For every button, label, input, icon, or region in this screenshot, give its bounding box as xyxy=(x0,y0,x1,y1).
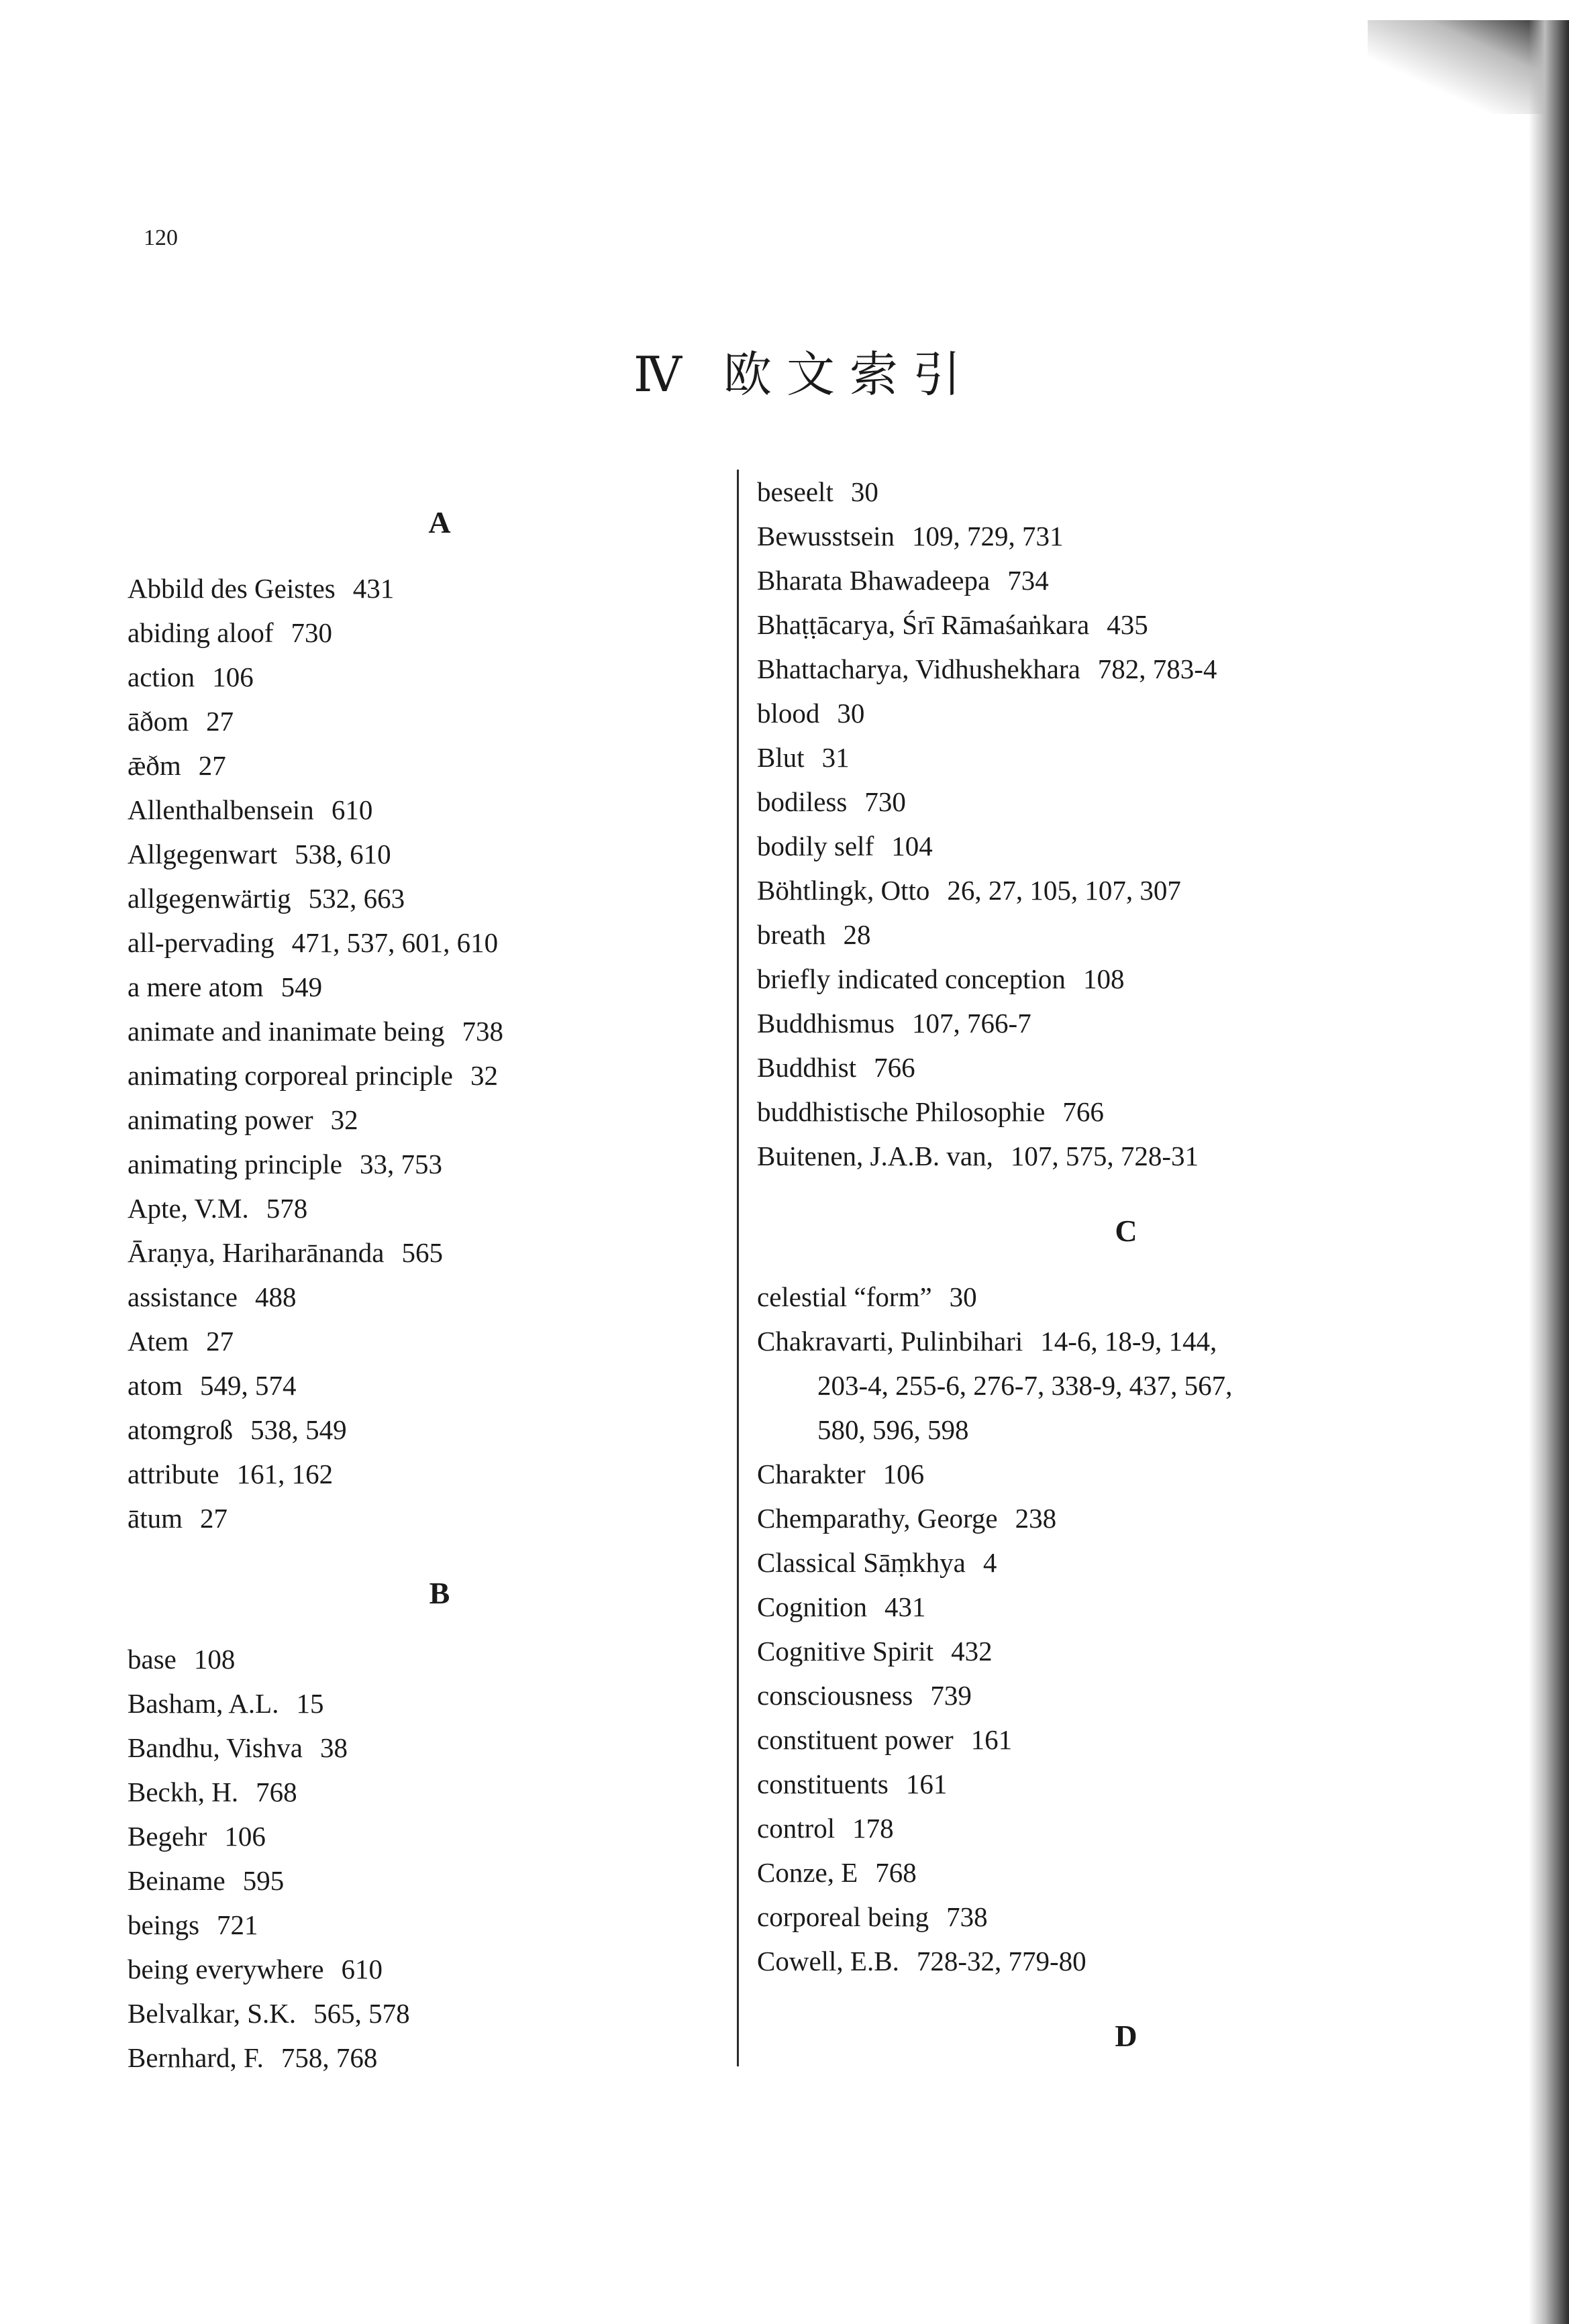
index-pages: 610 xyxy=(331,794,373,825)
page-number: 120 xyxy=(144,225,178,250)
index-list-c-continued xyxy=(757,1452,1401,1983)
index-term: abiding aloof xyxy=(128,617,274,648)
index-entry xyxy=(757,1939,1401,1983)
index-pages: 431 xyxy=(352,573,395,604)
index-entry xyxy=(128,1496,718,1540)
index-entry xyxy=(757,1045,1401,1090)
index-pages: 161 xyxy=(970,1724,1013,1755)
index-entry xyxy=(757,957,1401,1001)
index-term: Beckh, H. xyxy=(128,1777,239,1807)
index-entry xyxy=(128,1726,718,1770)
index-term: atomgroß xyxy=(128,1414,234,1445)
index-entry xyxy=(128,1098,718,1142)
index-pages: 738 xyxy=(946,1901,988,1932)
index-term: beseelt xyxy=(757,476,833,507)
index-term: Charakter xyxy=(757,1459,866,1489)
index-term: Buddhist xyxy=(757,1052,857,1083)
index-term: Allenthalbensein xyxy=(128,794,314,825)
index-pages: 161, 162 xyxy=(236,1459,334,1489)
index-pages: 30 xyxy=(837,698,865,729)
index-term: Chemparathy, George xyxy=(757,1503,998,1534)
index-term: Bewusstsein xyxy=(757,521,895,551)
index-pages: 471, 537, 601, 610 xyxy=(291,927,499,958)
index-term: Conze, E xyxy=(757,1857,858,1888)
index-pages: 104 xyxy=(891,831,933,861)
index-entry-continuation: 203-4, 255-6, 276-7, 338-9, 437, 567, xyxy=(817,1370,1233,1401)
index-list-a xyxy=(128,566,718,1540)
index-pages: 109, 729, 731 xyxy=(912,521,1064,551)
index-entry xyxy=(757,647,1401,691)
index-entry xyxy=(128,1230,718,1275)
index-term: a mere atom xyxy=(128,971,264,1002)
index-term: Buitenen, J.A.B. van, xyxy=(757,1141,993,1171)
index-pages: 739 xyxy=(930,1680,972,1711)
index-entry xyxy=(757,780,1401,824)
index-pages: 768 xyxy=(875,1857,917,1888)
index-term: ātum xyxy=(128,1503,183,1534)
index-pages: 734 xyxy=(1007,565,1049,596)
index-column-right xyxy=(757,470,1401,2080)
index-term: Begehr xyxy=(128,1821,207,1852)
index-entry xyxy=(757,824,1401,868)
index-pages: 31 xyxy=(821,742,850,773)
index-pages: 106 xyxy=(212,662,254,692)
index-term: Basham, A.L. xyxy=(128,1688,279,1719)
page-title: Ⅳ 欧文索引 xyxy=(634,348,976,402)
index-entry xyxy=(128,965,718,1009)
index-entry xyxy=(128,2036,718,2080)
index-pages: 532, 663 xyxy=(308,883,405,914)
index-term: Allgegenwart xyxy=(128,839,278,869)
index-entry xyxy=(128,1770,718,1814)
index-pages: 549, 574 xyxy=(199,1370,297,1401)
index-entry xyxy=(128,1681,718,1726)
index-pages: 738 xyxy=(462,1016,503,1047)
index-term: Abbild des Geistes xyxy=(128,573,336,604)
index-pages: 27 xyxy=(206,706,234,737)
index-entry xyxy=(128,1363,718,1408)
index-pages: 161 xyxy=(905,1768,948,1799)
index-entry xyxy=(128,1408,718,1452)
index-pages: 730 xyxy=(291,617,332,648)
index-term: Classical Sāṃkhya xyxy=(757,1547,966,1578)
index-entry xyxy=(757,1762,1401,1806)
index-pages: 721 xyxy=(217,1909,258,1940)
index-list-b xyxy=(128,1637,718,2080)
index-term: all-pervading xyxy=(128,927,274,958)
index-pages: 431 xyxy=(884,1591,926,1622)
index-term: allgegenwärtig xyxy=(128,883,291,914)
index-pages: 565 xyxy=(401,1237,443,1268)
index-pages: 728-32, 779-80 xyxy=(916,1946,1086,1976)
index-entry xyxy=(757,1134,1401,1178)
index-entry xyxy=(128,788,718,832)
index-term: āðom xyxy=(128,706,189,737)
index-pages: 106 xyxy=(224,1821,266,1852)
index-entry xyxy=(757,1895,1401,1939)
index-pages: 238 xyxy=(1015,1503,1057,1534)
index-pages: 4 xyxy=(982,1547,997,1578)
index-entry xyxy=(757,1540,1401,1585)
index-entry xyxy=(757,1090,1401,1134)
index-pages: 565, 578 xyxy=(313,1998,410,2029)
index-entry xyxy=(757,1585,1401,1629)
index-pages: 549 xyxy=(281,971,323,1002)
index-entry xyxy=(128,611,718,655)
index-term: Bernhard, F. xyxy=(128,2042,264,2073)
index-pages: 435 xyxy=(1107,609,1148,640)
index-pages: 768 xyxy=(256,1777,297,1807)
index-entry xyxy=(757,868,1401,912)
index-term: Buddhismus xyxy=(757,1008,895,1039)
index-pages: 178 xyxy=(852,1813,894,1844)
index-term: action xyxy=(128,662,195,692)
index-term: Atem xyxy=(128,1326,189,1357)
index-term: control xyxy=(757,1813,836,1844)
index-entry xyxy=(757,691,1401,735)
index-pages: 107, 575, 728-31 xyxy=(1010,1141,1199,1171)
index-term: briefly indicated conception xyxy=(757,963,1066,994)
index-term: consciousness xyxy=(757,1680,913,1711)
index-entry xyxy=(128,566,718,611)
index-term: Belvalkar, S.K. xyxy=(128,1998,297,2029)
index-pages: 30 xyxy=(850,476,878,507)
index-entry xyxy=(757,470,1401,514)
index-entry xyxy=(128,832,718,876)
index-pages: 730 xyxy=(864,786,906,817)
index-entry xyxy=(757,735,1401,780)
index-term: corporeal being xyxy=(757,1901,929,1932)
index-entry xyxy=(757,1629,1401,1673)
index-term: bodily self xyxy=(757,831,874,861)
index-pages: 432 xyxy=(951,1636,993,1667)
index-term: Apte, V.M. xyxy=(128,1193,249,1224)
index-entry xyxy=(128,1186,718,1230)
index-term: buddhistische Philosophie xyxy=(757,1096,1046,1127)
index-entry xyxy=(757,1496,1401,1540)
index-pages: 28 xyxy=(843,919,871,950)
index-entry xyxy=(757,602,1401,647)
index-entry xyxy=(128,1009,718,1053)
index-entry xyxy=(128,1903,718,1947)
index-pages: 488 xyxy=(254,1281,297,1312)
index-entry xyxy=(757,1001,1401,1045)
index-term: Bhattacharya, Vidhushekhara xyxy=(757,653,1080,684)
index-entry xyxy=(128,1275,718,1319)
index-pages: 108 xyxy=(1082,963,1125,994)
index-entry xyxy=(128,655,718,699)
index-term: constituents xyxy=(757,1768,889,1799)
index-term: assistance xyxy=(128,1281,238,1312)
index-term: beings xyxy=(128,1909,200,1940)
index-entry xyxy=(128,1637,718,1681)
column-divider xyxy=(737,470,739,2066)
index-entry xyxy=(128,1319,718,1363)
index-term: Cognition xyxy=(757,1591,868,1622)
index-pages: 538, 549 xyxy=(250,1414,347,1445)
index-entry xyxy=(128,1053,718,1098)
index-entry xyxy=(757,1275,1401,1319)
index-term: animating power xyxy=(128,1104,313,1135)
index-entry xyxy=(128,1452,718,1496)
index-entry xyxy=(757,1319,1401,1363)
index-entry xyxy=(757,1806,1401,1850)
index-entry xyxy=(128,743,718,788)
index-term: animating corporeal principle xyxy=(128,1060,453,1091)
index-pages: 766 xyxy=(874,1052,915,1083)
index-pages: 30 xyxy=(949,1281,977,1312)
index-entry xyxy=(128,699,718,743)
index-entry-continuation: 580, 596, 598 xyxy=(817,1414,969,1445)
index-entry xyxy=(757,1452,1401,1496)
index-term: attribute xyxy=(128,1459,219,1489)
index-pages: 782, 783-4 xyxy=(1097,653,1217,684)
index-term: celestial “form” xyxy=(757,1281,932,1312)
index-term: blood xyxy=(757,698,820,729)
index-pages: 14-6, 18-9, 144, xyxy=(1040,1326,1217,1357)
index-term: constituent power xyxy=(757,1724,954,1755)
index-pages: 538, 610 xyxy=(295,839,391,869)
index-pages: 610 xyxy=(341,1954,383,1985)
index-term: atom xyxy=(128,1370,183,1401)
index-column-left xyxy=(128,490,718,2080)
index-pages: 578 xyxy=(266,1193,308,1224)
index-term: Āraṇya, Hariharānanda xyxy=(128,1237,385,1268)
index-entry xyxy=(128,1858,718,1903)
index-pages: 106 xyxy=(882,1459,925,1489)
index-pages: 32 xyxy=(330,1104,358,1135)
index-pages: 15 xyxy=(296,1688,324,1719)
index-pages: 595 xyxy=(242,1865,285,1896)
index-entry xyxy=(757,558,1401,602)
index-list-b-continued xyxy=(757,470,1401,1178)
index-pages: 758, 768 xyxy=(281,2042,378,2073)
index-entry xyxy=(757,1718,1401,1762)
index-pages: 107, 766-7 xyxy=(912,1008,1031,1039)
index-entry xyxy=(128,876,718,920)
index-term: animating principle xyxy=(128,1149,342,1179)
index-term: Bharata Bhawadeepa xyxy=(757,565,991,596)
section-heading-c: C xyxy=(1115,1214,1137,1248)
index-entry xyxy=(128,1991,718,2036)
index-pages: 26, 27, 105, 107, 307 xyxy=(947,875,1181,906)
index-entry xyxy=(128,1142,718,1186)
index-term: Böhtlingk, Otto xyxy=(757,875,930,906)
section-heading-d: D xyxy=(1115,2019,1137,2053)
index-term: animate and inanimate being xyxy=(128,1016,445,1047)
index-pages: 27 xyxy=(206,1326,234,1357)
index-pages: 32 xyxy=(470,1060,498,1091)
index-term: Cowell, E.B. xyxy=(757,1946,899,1976)
index-pages: 108 xyxy=(193,1644,236,1675)
index-term: base xyxy=(128,1644,176,1675)
index-pages: 33, 753 xyxy=(359,1149,442,1179)
section-heading-a: A xyxy=(428,505,451,539)
index-term: ǣðm xyxy=(128,750,181,781)
index-entry xyxy=(757,1673,1401,1718)
index-entry xyxy=(757,912,1401,957)
index-term: breath xyxy=(757,919,826,950)
index-entry xyxy=(128,1814,718,1858)
index-entry xyxy=(128,920,718,965)
section-heading-b: B xyxy=(429,1576,450,1610)
index-entry xyxy=(128,1947,718,1991)
index-term: Beiname xyxy=(128,1865,225,1896)
index-pages: 38 xyxy=(320,1732,348,1763)
index-entry xyxy=(757,1850,1401,1895)
index-term: Bandhu, Vishva xyxy=(128,1732,303,1763)
index-term: bodiless xyxy=(757,786,848,817)
index-term: Blut xyxy=(757,742,805,773)
index-term: being everywhere xyxy=(128,1954,324,1985)
index-term: Chakravarti, Pulinbihari xyxy=(757,1326,1023,1357)
index-pages: 27 xyxy=(198,750,226,781)
index-pages: 766 xyxy=(1062,1096,1104,1127)
index-entry xyxy=(757,514,1401,558)
index-pages: 27 xyxy=(199,1503,227,1534)
index-list-c xyxy=(757,1275,1401,1363)
index-term: Bhaṭṭācarya, Śrī Rāmaśaṅkara xyxy=(757,609,1090,640)
index-term: Cognitive Spirit xyxy=(757,1636,934,1667)
